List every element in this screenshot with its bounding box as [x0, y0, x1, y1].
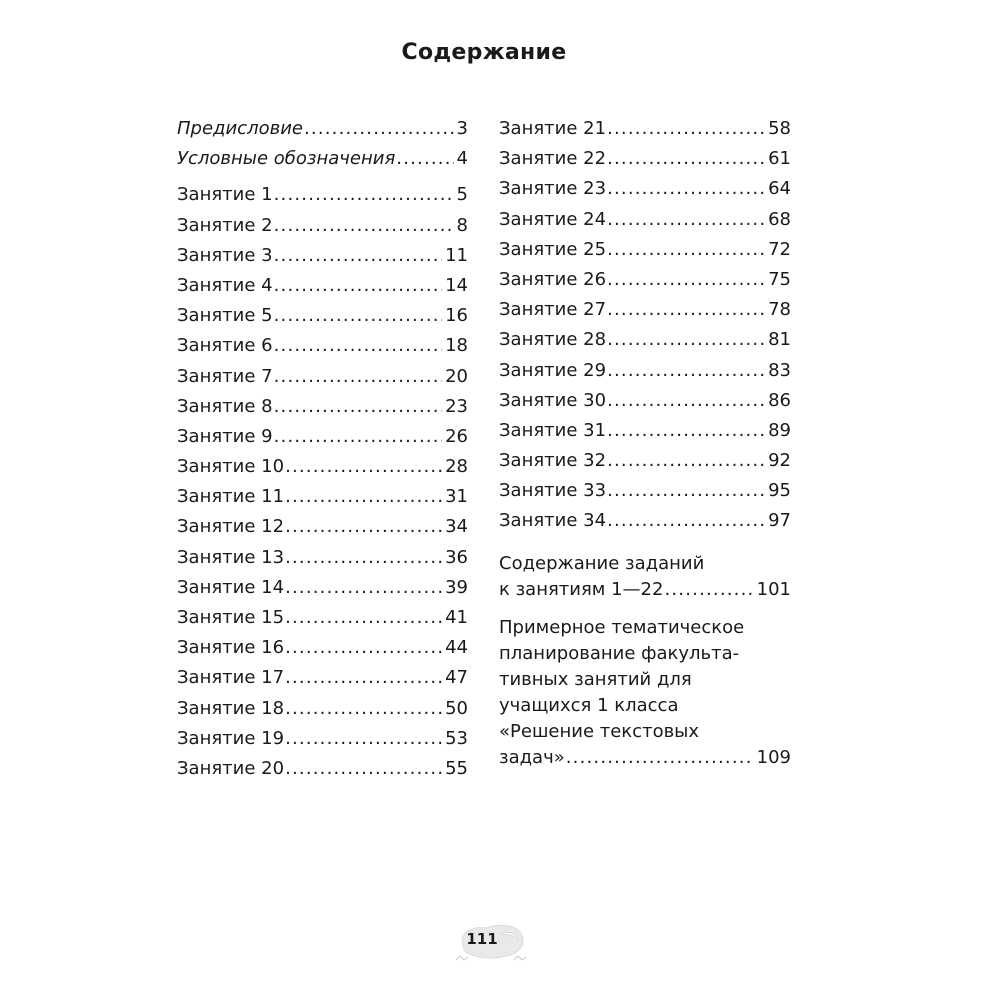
toc-entry-page: 18 [445, 335, 468, 357]
dot-leader [664, 577, 753, 603]
dot-leader [607, 148, 765, 169]
toc-entry-label: Занятие 9 [177, 425, 273, 447]
toc-entry-label: Занятие 23 [499, 178, 607, 200]
toc-entry-label: Занятие 33 [499, 480, 607, 502]
toc-entry-page: 68 [768, 208, 791, 230]
toc-entry[interactable] [177, 366, 468, 396]
dot-leader [607, 299, 765, 320]
toc-entry[interactable] [177, 758, 468, 788]
toc-left-column [177, 118, 468, 788]
toc-entry-label: к занятиям 1—22 [499, 578, 664, 600]
toc-entry-page: 95 [768, 480, 791, 502]
dot-leader [285, 456, 442, 477]
toc-entry-label: Занятие 1 [177, 184, 273, 206]
toc-entry[interactable] [499, 299, 791, 329]
toc-entry[interactable] [177, 245, 468, 275]
toc-entry-page: 41 [445, 607, 468, 628]
toc-entry-page: 14 [445, 274, 468, 296]
toc-entry[interactable] [499, 239, 791, 269]
toc-entry[interactable] [177, 698, 468, 728]
page-title: Содержание [401, 40, 567, 65]
dot-leader [285, 607, 442, 628]
toc-entry-contents-tasks[interactable] [499, 551, 791, 603]
toc-entry[interactable] [499, 178, 791, 208]
toc-entry-label: Занятие 25 [499, 238, 607, 260]
toc-right-column [499, 118, 791, 771]
toc-entry-label: Занятие 2 [177, 214, 273, 236]
toc-entry-label: Занятие 20 [177, 757, 285, 779]
dot-leader [285, 637, 442, 658]
dot-leader [274, 366, 442, 387]
dot-leader [607, 360, 765, 381]
toc-entry-page: 81 [768, 329, 791, 351]
toc-entry-page: 89 [768, 419, 791, 441]
toc-entry-label: Занятие 24 [499, 208, 607, 230]
toc-entry[interactable] [177, 547, 468, 577]
toc-entry-label: Занятие 34 [499, 510, 607, 532]
toc-entry-line: учащихся 1 класса [499, 694, 679, 716]
toc-entry[interactable] [499, 510, 791, 540]
dot-leader [274, 215, 454, 236]
toc-entry-label: Занятие 10 [177, 456, 285, 478]
toc-entry-page: 53 [445, 727, 468, 749]
toc-entry-page: 83 [768, 359, 791, 381]
toc-entry-label: Занятие 32 [499, 450, 607, 472]
toc-entry[interactable] [499, 118, 791, 148]
toc-entry-label: Занятие 27 [499, 299, 607, 321]
toc-entry-page: 39 [445, 576, 468, 598]
toc-entry-page: 28 [445, 456, 468, 478]
toc-entry-page: 109 [756, 746, 791, 768]
toc-entry-page: 5 [456, 184, 468, 206]
toc-entry[interactable] [177, 577, 468, 607]
toc-entry-label: Занятие 11 [177, 486, 285, 508]
toc-entry[interactable] [499, 148, 791, 178]
toc-entry-page: 101 [756, 578, 791, 600]
toc-entry-page: 47 [445, 667, 468, 689]
dot-leader [607, 178, 765, 199]
toc-entry[interactable] [177, 215, 468, 245]
toc-entry-page: 34 [445, 516, 468, 538]
toc-entry-label: Условные обозначения [177, 148, 396, 170]
dot-leader [607, 239, 765, 260]
toc-entry-label: Занятие 19 [177, 727, 285, 749]
toc-entry[interactable] [177, 118, 468, 148]
toc-entry-line: тивных занятий для [499, 668, 692, 690]
toc-entry[interactable] [499, 329, 791, 359]
toc-entry-page: 50 [445, 697, 468, 719]
toc-entry-page: 64 [768, 178, 791, 200]
toc-entry-page: 3 [456, 118, 468, 139]
toc-entry-label: Занятие 17 [177, 667, 285, 689]
toc-entry-page: 58 [768, 118, 791, 139]
toc-entry-label: Занятие 14 [177, 576, 285, 598]
dot-leader [607, 209, 765, 230]
toc-entry[interactable] [177, 607, 468, 637]
dot-leader [285, 758, 442, 779]
dot-leader [285, 577, 442, 598]
toc-entry-page: 92 [768, 450, 791, 472]
toc-entry-page: 31 [445, 486, 468, 508]
dot-leader [285, 516, 442, 537]
toc-entry-page: 86 [768, 389, 791, 411]
toc-entry-page: 36 [445, 546, 468, 568]
toc-entry-page: 4 [456, 148, 468, 170]
toc-entry[interactable] [177, 456, 468, 486]
toc-entry-page: 72 [768, 238, 791, 260]
toc-entry-page: 16 [445, 305, 468, 327]
toc-entry[interactable] [499, 360, 791, 390]
toc-entry[interactable] [177, 275, 468, 305]
dot-leader [396, 148, 453, 169]
dot-leader [274, 335, 442, 356]
toc-entry-page: 26 [445, 425, 468, 447]
toc-entry-label: Занятие 22 [499, 148, 607, 170]
toc-entry-page: 97 [768, 510, 791, 532]
toc-entry[interactable] [177, 667, 468, 697]
toc-entry-line: Примерное тематическое [499, 616, 745, 638]
toc-entry-label: Занятие 3 [177, 244, 273, 266]
dot-leader [607, 269, 765, 290]
dot-leader [274, 396, 442, 417]
toc-entry-planning[interactable] [499, 615, 791, 771]
toc-entry-label: Занятие 13 [177, 546, 285, 568]
dot-leader [274, 245, 442, 266]
toc-entry-page: 8 [456, 214, 468, 236]
toc-entry[interactable] [177, 516, 468, 546]
toc-entry[interactable] [499, 390, 791, 420]
toc-entry[interactable] [177, 637, 468, 667]
toc-entry-label: Занятие 5 [177, 305, 273, 327]
page-number-badge [456, 922, 530, 964]
toc-entry-label: Занятие 12 [177, 516, 285, 538]
toc-entry-label: Занятие 8 [177, 395, 273, 417]
page-number: 111 [466, 930, 498, 948]
dot-leader [285, 698, 442, 719]
toc-entry-page: 20 [445, 365, 468, 387]
dot-leader [607, 510, 765, 531]
dot-leader [607, 118, 765, 139]
toc-entry-line: Содержание заданий [499, 552, 705, 574]
toc-entry[interactable] [177, 396, 468, 426]
toc-entry-page: 55 [445, 757, 468, 779]
toc-entry[interactable] [499, 269, 791, 299]
toc-entry-line: «Решение текстовых [499, 720, 700, 742]
toc-entry[interactable] [499, 450, 791, 480]
toc-entry-label: задач» [499, 746, 565, 768]
dot-leader [285, 667, 442, 688]
dot-leader [274, 275, 442, 296]
toc-entry[interactable] [499, 209, 791, 239]
dot-leader [285, 728, 442, 749]
dot-leader [274, 426, 442, 447]
toc-entry[interactable] [177, 426, 468, 456]
toc-entry-label: Занятие 4 [177, 274, 273, 296]
toc-entry-label: Занятие 26 [499, 268, 607, 290]
toc-entry-page: 23 [445, 395, 468, 417]
dot-leader [566, 745, 754, 771]
toc-entry-label: Занятие 28 [499, 329, 607, 351]
dot-leader [285, 547, 442, 568]
dot-leader [607, 420, 765, 441]
toc-entry-label: Предисловие [177, 118, 303, 139]
toc-entry[interactable] [177, 728, 468, 758]
toc-entry[interactable] [177, 184, 468, 214]
toc-entry-label: Занятие 21 [499, 118, 607, 139]
dot-leader [304, 118, 454, 139]
toc-entry-page: 11 [445, 244, 468, 266]
dot-leader [607, 450, 765, 471]
toc-entry-label: Занятие 7 [177, 365, 273, 387]
dot-leader [607, 390, 765, 411]
toc-entry-label: Занятие 18 [177, 697, 285, 719]
toc-entry[interactable] [177, 148, 468, 178]
toc-entry-label: Занятие 31 [499, 419, 607, 441]
dot-leader [274, 305, 442, 326]
toc-entry[interactable] [177, 305, 468, 335]
toc-entry-label: Занятие 29 [499, 359, 607, 381]
toc-entry-label: Занятие 15 [177, 607, 285, 628]
toc-entry[interactable] [177, 335, 468, 365]
dot-leader [285, 486, 442, 507]
toc-entry-label: Занятие 6 [177, 335, 273, 357]
toc-entry-page: 78 [768, 299, 791, 321]
toc-entry-label: Занятие 16 [177, 637, 285, 659]
toc-entry[interactable] [499, 420, 791, 450]
toc-entry[interactable] [499, 480, 791, 510]
toc-entry[interactable] [177, 486, 468, 516]
toc-entry-label: Занятие 30 [499, 389, 607, 411]
toc-entry-page: 44 [445, 637, 468, 659]
toc-entry-page: 61 [768, 148, 791, 170]
dot-leader [607, 329, 765, 350]
toc-entry-page: 75 [768, 268, 791, 290]
dot-leader [274, 184, 454, 205]
dot-leader [607, 480, 765, 501]
toc-entry-line: планирование факульта- [499, 642, 740, 664]
